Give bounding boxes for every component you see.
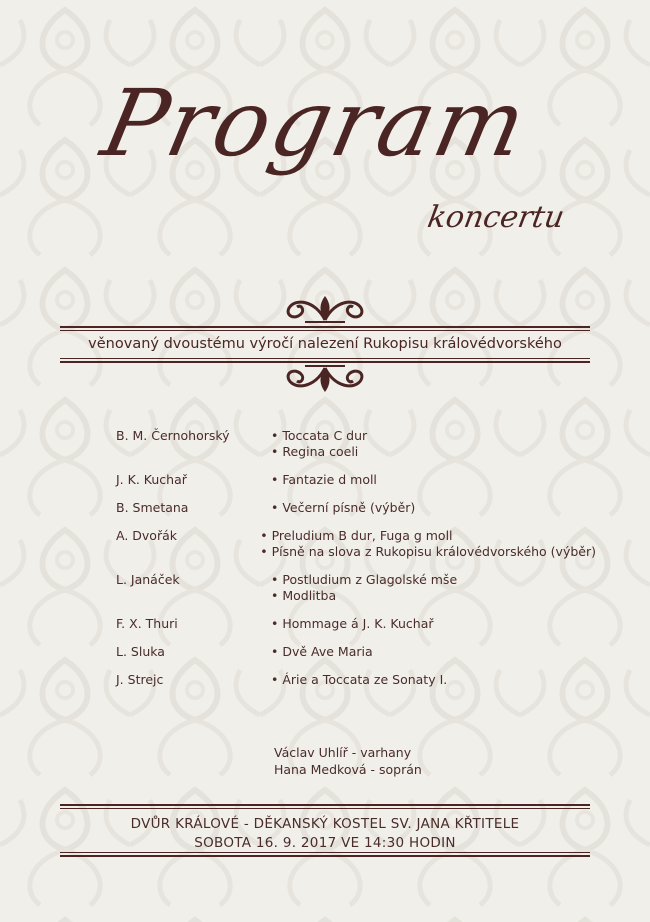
composer-name: L. Janáček bbox=[116, 572, 180, 587]
program-row bbox=[116, 472, 596, 488]
piece-title: • Hommage á J. K. Kuchař bbox=[271, 616, 434, 631]
composer-name: L. Sluka bbox=[116, 644, 165, 659]
program-row bbox=[116, 528, 596, 560]
composer-name: J. K. Kuchař bbox=[116, 472, 187, 487]
program-row bbox=[116, 616, 596, 632]
piece-title: • Modlitba bbox=[271, 588, 337, 603]
page-subtitle: koncertu bbox=[424, 200, 567, 235]
piece-title: • Večerní písně (výběr) bbox=[271, 500, 416, 515]
venue-block bbox=[60, 815, 590, 853]
piece-title: • Preludium B dur, Fuga g moll bbox=[260, 528, 453, 543]
program-row bbox=[116, 428, 596, 460]
performer-organ: Václav Uhlíř - varhany bbox=[274, 745, 412, 760]
composer-name: J. Strejc bbox=[116, 672, 164, 687]
piece-title: • Postludium z Glagolské mše bbox=[271, 572, 458, 587]
venue-location: DVŮR KRÁLOVÉ - DĚKANSKÝ KOSTEL SV. JANA KŘTITELE bbox=[130, 816, 520, 832]
program-row bbox=[116, 572, 596, 604]
venue-datetime: SOBOTA 16. 9. 2017 VE 14:30 HODIN bbox=[194, 835, 456, 851]
divider-bottom-2 bbox=[60, 808, 590, 809]
divider-top-1 bbox=[60, 326, 590, 328]
performers-block bbox=[274, 744, 422, 778]
performer-soprano: Hana Medková - soprán bbox=[274, 762, 422, 777]
divider-top-2 bbox=[60, 330, 590, 331]
page-title: Program bbox=[93, 70, 537, 177]
divider-bottom-3 bbox=[60, 852, 590, 853]
dedication-text: věnovaný dvoustému výročí nalezení Rukopisu královédvorského bbox=[88, 336, 562, 352]
program-row bbox=[116, 672, 596, 688]
composer-name: F. X. Thuri bbox=[116, 616, 178, 631]
piece-title: • Regina coeli bbox=[271, 444, 359, 459]
piece-title: • Fantazie d moll bbox=[271, 472, 377, 487]
composer-name: A. Dvořák bbox=[116, 528, 177, 543]
top-ornament-icon bbox=[275, 290, 375, 324]
composer-name: B. M. Černohorský bbox=[116, 428, 230, 443]
program-list bbox=[116, 428, 596, 700]
divider-mid-2 bbox=[60, 361, 590, 363]
piece-title: • Písně na slova z Rukopisu královédvorského (výběr) bbox=[260, 544, 596, 559]
divider-bottom-4 bbox=[60, 855, 590, 857]
program-row bbox=[116, 500, 596, 516]
divider-mid-1 bbox=[60, 358, 590, 359]
bottom-ornament-icon bbox=[275, 364, 375, 398]
composer-name: B. Smetana bbox=[116, 500, 189, 515]
divider-bottom-1 bbox=[60, 804, 590, 806]
piece-title: • Toccata C dur bbox=[271, 428, 368, 443]
piece-title: • Dvě Ave Maria bbox=[271, 644, 373, 659]
program-row bbox=[116, 644, 596, 660]
title-block bbox=[0, 60, 650, 290]
piece-title: • Árie a Toccata ze Sonaty I. bbox=[271, 672, 448, 687]
